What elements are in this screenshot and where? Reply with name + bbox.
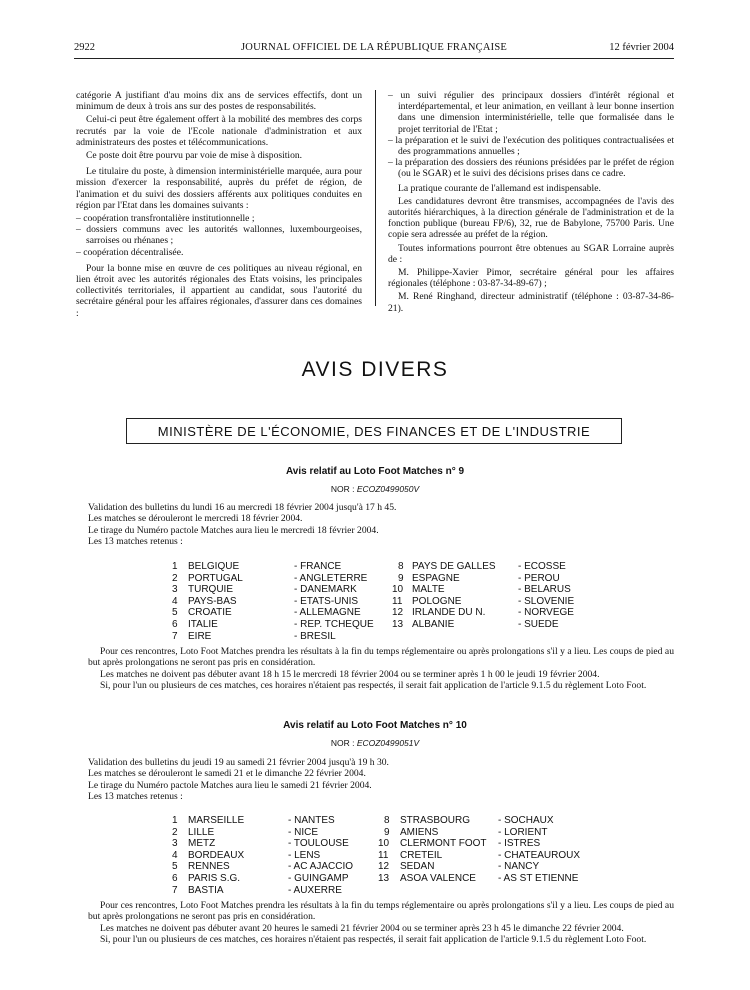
away-team: - ANGLETERRE: [294, 572, 368, 584]
match-number: 12: [378, 861, 390, 873]
match-number: 4: [172, 849, 178, 861]
home-team: RENNES: [188, 861, 230, 873]
issue-date: 12 février 2004: [609, 42, 674, 53]
left-list-item: – coopération transfrontalière institutionnelle ;: [76, 213, 255, 225]
match-number: 12: [392, 607, 404, 619]
left-paragraph: Celui-ci peut être également offert à la mobilité des membres des corps recrutés par la voie de l'Ecole nationale d'administration et aux administrateurs des postes et télécommunications.: [76, 114, 362, 148]
right-list-item: – un suivi régulier des principaux dossiers d'intérêt régional et interdépartemental, et leur animation, en veillant à leur bonne insertion dans une dimension interministérielle, telle que formalisée dans le projet territorial de l'Etat ;: [388, 90, 674, 135]
home-team: ITALIE: [188, 618, 218, 630]
right-paragraph: Toutes informations pourront être obtenues au SGAR Lorraine auprès de :: [388, 242, 674, 265]
away-team: - AUXERRE: [288, 884, 342, 896]
nor-label: NOR :: [330, 484, 355, 494]
section-9-nor: [0, 484, 750, 494]
journal-title: JOURNAL OFFICIEL DE LA RÉPUBLIQUE FRANÇAISE: [241, 42, 507, 53]
home-team: EIRE: [188, 630, 212, 642]
left-paragraph: Ce poste doit être pourvu par voie de mise à disposition.: [86, 150, 303, 162]
page-number: 2922: [74, 42, 95, 53]
left-list-item: – coopération décentralisée.: [76, 246, 184, 258]
right-list-item: – la préparation et le suivi de l'exécution des politiques contractualisées et des programmations annuelles ;: [388, 134, 674, 158]
away-team: - AS ST ETIENNE: [498, 872, 579, 884]
home-team: METZ: [188, 838, 216, 850]
section-9-title: Avis relatif au Loto Foot Matches n° 9: [285, 466, 465, 477]
left-paragraph: Le titulaire du poste, à dimension interministérielle marquée, aura pour mission d'exercer la responsabilité, auprès du préfet de région, de l'animation et du suivi des dossiers afférents aux politiques conduites en région par l'Etat dans les domaines suivants :: [76, 166, 362, 211]
away-team: - TOULOUSE: [288, 838, 349, 850]
match-number: 5: [172, 861, 178, 873]
right-paragraph: Les candidatures devront être transmises, accompagnées de l'avis des autorités hiérarchiques, à la direction générale de l'administration et de la fonction publique (bureau FP/6), 32, rue de Babylone, 75700 Paris. Une copie sera adressée au préfet de la région.: [388, 195, 674, 241]
match-number: 3: [172, 838, 178, 850]
home-team: MALTE: [412, 584, 445, 596]
right-paragraph: La pratique courante de l'allemand est indispensable.: [398, 182, 601, 194]
match-number: 3: [172, 584, 178, 596]
away-team: - REP. TCHEQUE: [294, 618, 374, 630]
away-team: - ECOSSE: [518, 561, 566, 572]
away-team: - DANEMARK: [294, 584, 357, 596]
away-team: - CHATEAUROUX: [498, 849, 581, 861]
away-team: - BELARUS: [518, 584, 571, 596]
intro-line: Les matches se dérouleront le samedi 21 et le dimanche 22 février 2004.: [88, 768, 366, 780]
home-team: PAYS-BAS: [188, 595, 237, 607]
match-number: 1: [172, 815, 178, 826]
match-number: 2: [172, 826, 178, 838]
match-number: 7: [172, 630, 178, 642]
home-team: SEDAN: [400, 861, 435, 873]
away-team: - AC AJACCIO: [288, 861, 354, 873]
intro-line: Validation des bulletins du jeudi 19 au samedi 21 février 2004 jusqu'à 19 h 30.: [88, 757, 389, 768]
intro-line: Validation des bulletins du lundi 16 au mercredi 18 février 2004 jusqu'à 17 h 45.: [88, 502, 397, 513]
avis-divers-heading: AVIS DIVERS: [301, 358, 449, 381]
home-team: ESPAGNE: [412, 572, 460, 584]
away-team: - ALLEMAGNE: [294, 607, 361, 619]
home-team: AMIENS: [400, 826, 439, 838]
home-team: POLOGNE: [412, 595, 462, 607]
away-team: - SLOVENIE: [518, 595, 575, 607]
section-9-intro: [88, 502, 674, 547]
match-number: 10: [378, 838, 390, 850]
away-team: - LORIENT: [498, 826, 548, 838]
home-team: CROATIE: [188, 607, 232, 619]
away-team: - FRANCE: [294, 561, 342, 572]
column-divider: [375, 90, 376, 306]
home-team: ASOA VALENCE: [400, 872, 476, 884]
home-team: CRETEIL: [400, 849, 443, 861]
away-team: - SUEDE: [518, 618, 559, 630]
match-number: 2: [172, 572, 178, 584]
home-team: BORDEAUX: [188, 849, 245, 861]
home-team: MARSEILLE: [188, 815, 245, 826]
section-9-closing: [88, 646, 674, 691]
home-team: BELGIQUE: [188, 561, 240, 572]
away-team: - BRESIL: [294, 630, 336, 642]
away-team: - NANCY: [498, 861, 540, 873]
away-team: - LENS: [288, 849, 321, 861]
away-team: - NORVEGE: [518, 607, 574, 619]
intro-line: Le tirage du Numéro pactole Matches aura lieu le samedi 21 février 2004.: [88, 779, 372, 791]
away-team: - SOCHAUX: [498, 815, 554, 826]
section-10-nor: [0, 738, 750, 748]
home-team: CLERMONT FOOT: [400, 838, 487, 850]
away-team: - NICE: [288, 826, 318, 838]
away-team: - GUINGAMP: [288, 872, 349, 884]
match-number: 13: [378, 872, 390, 884]
home-team: STRASBOURG: [400, 815, 471, 826]
home-team: PORTUGAL: [188, 572, 243, 584]
home-team: PAYS DE GALLES: [412, 561, 496, 572]
away-team: - NANTES: [288, 815, 335, 826]
closing-paragraph: Pour ces rencontres, Loto Foot Matches prendra les résultats à la fin du temps réglementaire ou après prolongations s'il y a lieu. Les coups de pied au but après prolongations ne seront pas pris en considération.: [88, 646, 674, 669]
match-number: 9: [398, 572, 404, 584]
away-team: - ISTRES: [498, 838, 541, 850]
right-paragraph: M. Philippe-Xavier Pimor, secrétaire général pour les affaires régionales (téléphone : 03-87-34-89-67) ;: [388, 267, 674, 290]
closing-paragraph: Les matches ne doivent pas débuter avant 18 h 15 le mercredi 18 février 2004 ou se terminer après 1 h 00 le jeudi 19 février 2004.: [100, 668, 600, 680]
home-team: ALBANIE: [412, 618, 455, 630]
ministry-banner: [126, 418, 622, 444]
match-number: 7: [172, 884, 178, 896]
away-team: - ETATS-UNIS: [294, 595, 359, 607]
home-team: IRLANDE DU N.: [412, 607, 486, 619]
closing-paragraph: Pour ces rencontres, Loto Foot Matches prendra les résultats à la fin du temps réglementaire ou après prolongations s'il y a lieu. Les coups de pied au but après prolongations ne seront pas pris en considération.: [88, 900, 674, 923]
match-number: 8: [384, 815, 390, 826]
away-team: - PEROU: [518, 572, 560, 584]
match-number: 4: [172, 595, 178, 607]
right-column: [388, 90, 674, 316]
match-number: 8: [398, 561, 404, 572]
home-team: LILLE: [188, 826, 215, 838]
nor-code: ECOZ0499050V: [356, 484, 420, 494]
left-column: [76, 90, 362, 321]
match-number: 5: [172, 607, 178, 619]
intro-line: Les 13 matches retenus :: [88, 790, 183, 802]
home-team: TURQUIE: [188, 584, 233, 596]
left-closing-paragraph: Pour la bonne mise en œuvre de ces politiques au niveau régional, en lien étroit avec les autorités régionales des Etats voisins, les principales collectivités territoriales, il appartient au candidat, sous l'autorité du secrétaire général pour les affaires régionales, d'assurer dans ces domaines :: [76, 262, 362, 319]
match-number: 10: [392, 584, 404, 596]
home-team: BASTIA: [188, 884, 224, 896]
match-number: 13: [392, 618, 404, 630]
match-number: 9: [384, 826, 390, 838]
closing-paragraph: Si, pour l'un ou plusieurs de ces matches, ces horaires n'étaient pas respectés, il serait fait application de l'article 9.1.5 du règlement Loto Foot.: [100, 933, 647, 945]
right-list-item: – la préparation des dossiers des réunions présidées par le préfet de région (ou le SGAR) et le suivi des décisions prises dans ce cadre.: [388, 157, 674, 180]
nor-label: NOR :: [330, 738, 355, 748]
closing-paragraph: Les matches ne doivent pas débuter avant 20 heures le samedi 21 février 2004 ou se terminer après 23 h 45 le dimanche 22 février 2004.: [100, 922, 624, 934]
match-number: 11: [392, 595, 403, 607]
section-10-intro: [88, 757, 674, 802]
ministry-name: MINISTÈRE DE L'ÉCONOMIE, DES FINANCES ET DE L'INDUSTRIE: [157, 424, 591, 439]
closing-paragraph: Si, pour l'un ou plusieurs de ces matches, ces horaires n'étaient pas respectés, il serait fait application de l'article 9.1.5 du règlement Loto Foot.: [100, 679, 647, 691]
intro-line: Les matches se dérouleront le mercredi 18 février 2004.: [88, 513, 303, 525]
match-number: 1: [172, 561, 178, 572]
left-list-item: – dossiers communs avec les autorités wallonnes, luxembourgeoises, sarroises ou rhénanes ;: [76, 224, 362, 247]
section-10-closing: [88, 900, 674, 945]
page-header: [74, 42, 674, 56]
match-number: 6: [172, 872, 178, 884]
intro-line: Les 13 matches retenus :: [88, 535, 183, 547]
match-number: 6: [172, 618, 178, 630]
left-paragraph: catégorie A justifiant d'au moins dix ans de services effectifs, dont un minimum de deux à trois ans sur des postes de responsabilités.: [76, 90, 362, 113]
section-10-title: Avis relatif au Loto Foot Matches n° 10: [283, 720, 467, 731]
nor-code: ECOZ0499051V: [356, 738, 420, 748]
intro-line: Le tirage du Numéro pactole Matches aura lieu le mercredi 18 février 2004.: [88, 524, 379, 536]
right-paragraph: M. René Ringhand, directeur administratif (téléphone : 03-87-34-86-21).: [388, 291, 674, 314]
home-team: PARIS S.G.: [188, 872, 241, 884]
header-rule: [74, 58, 674, 59]
match-number: 11: [378, 849, 389, 861]
